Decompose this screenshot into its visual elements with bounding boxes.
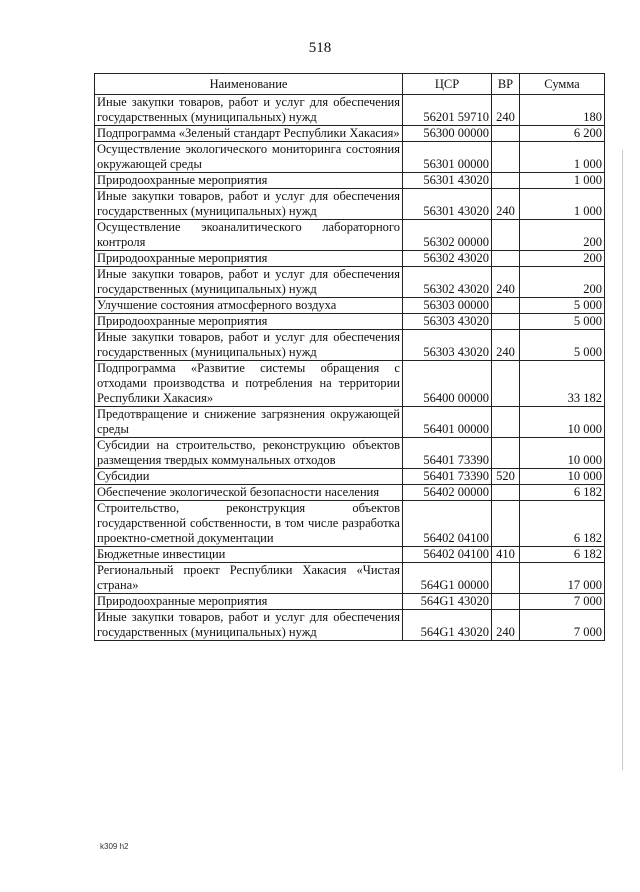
header-csr: ЦСР [403, 74, 492, 95]
cell-csr: 56302 00000 [403, 220, 492, 251]
cell-vr [492, 438, 520, 469]
cell-csr: 56303 00000 [403, 298, 492, 314]
cell-name: Осуществление экологического мониторинга состояния окружающей среды [95, 142, 403, 173]
cell-sum: 200 [520, 251, 605, 267]
table-row [95, 501, 605, 547]
cell-sum: 6 182 [520, 501, 605, 547]
table-row [95, 298, 605, 314]
cell-name: Обеспечение экологической безопасности населения [95, 485, 403, 501]
table-row [95, 469, 605, 485]
cell-sum: 1 000 [520, 189, 605, 220]
cell-vr: 410 [492, 547, 520, 563]
table-row [95, 407, 605, 438]
cell-vr: 240 [492, 330, 520, 361]
header-sum: Сумма [520, 74, 605, 95]
cell-name: Иные закупки товаров, работ и услуг для обеспечения государственных (муниципальных) нужд [95, 267, 403, 298]
table-row [95, 220, 605, 251]
cell-sum: 5 000 [520, 298, 605, 314]
cell-name: Подпрограмма «Развитие системы обращения с отходами производства и потребления на территории Республики Хакасия» [95, 361, 403, 407]
cell-vr [492, 173, 520, 189]
cell-csr: 56401 73390 [403, 469, 492, 485]
cell-sum: 33 182 [520, 361, 605, 407]
table-row [95, 361, 605, 407]
cell-vr: 240 [492, 610, 520, 641]
cell-name: Строительство, реконструкция объектов государственной собственности, в том числе разработка проектно-сметной документации [95, 501, 403, 547]
cell-sum: 5 000 [520, 330, 605, 361]
table-row [95, 610, 605, 641]
cell-name: Иные закупки товаров, работ и услуг для обеспечения государственных (муниципальных) нужд [95, 610, 403, 641]
cell-vr: 240 [492, 95, 520, 126]
table-row [95, 547, 605, 563]
cell-vr: 240 [492, 189, 520, 220]
footer-code: k309 h2 [100, 842, 129, 851]
table-row [95, 563, 605, 594]
table-row [95, 485, 605, 501]
cell-vr [492, 594, 520, 610]
cell-sum: 200 [520, 267, 605, 298]
cell-vr [492, 501, 520, 547]
cell-name: Бюджетные инвестиции [95, 547, 403, 563]
cell-name: Природоохранные мероприятия [95, 251, 403, 267]
cell-csr: 56400 00000 [403, 361, 492, 407]
cell-sum: 6 182 [520, 485, 605, 501]
cell-vr [492, 220, 520, 251]
table-header-row [95, 74, 605, 95]
cell-sum: 6 200 [520, 126, 605, 142]
cell-name: Субсидии [95, 469, 403, 485]
cell-vr [492, 251, 520, 267]
cell-sum: 10 000 [520, 469, 605, 485]
cell-sum: 6 182 [520, 547, 605, 563]
cell-csr: 56402 00000 [403, 485, 492, 501]
table-row [95, 438, 605, 469]
cell-csr: 56303 43020 [403, 314, 492, 330]
cell-csr: 56303 43020 [403, 330, 492, 361]
cell-sum: 7 000 [520, 594, 605, 610]
cell-name: Предотвращение и снижение загрязнения окружающей среды [95, 407, 403, 438]
cell-csr: 56201 59710 [403, 95, 492, 126]
cell-sum: 10 000 [520, 438, 605, 469]
cell-vr [492, 126, 520, 142]
cell-vr [492, 314, 520, 330]
cell-csr: 56402 04100 [403, 547, 492, 563]
cell-vr [492, 485, 520, 501]
cell-name: Осуществление экоаналитического лабораторного контроля [95, 220, 403, 251]
header-name: Наименование [95, 74, 403, 95]
cell-name: Природоохранные мероприятия [95, 594, 403, 610]
cell-name: Субсидии на строительство, реконструкцию объектов размещения твердых коммунальных отходов [95, 438, 403, 469]
table-row [95, 95, 605, 126]
budget-table [94, 73, 605, 641]
cell-vr [492, 298, 520, 314]
cell-sum: 1 000 [520, 142, 605, 173]
table-body [95, 95, 605, 641]
table-row [95, 267, 605, 298]
cell-vr [492, 361, 520, 407]
cell-csr: 56301 43020 [403, 189, 492, 220]
cell-vr: 240 [492, 267, 520, 298]
cell-name: Природоохранные мероприятия [95, 314, 403, 330]
cell-sum: 1 000 [520, 173, 605, 189]
cell-sum: 17 000 [520, 563, 605, 594]
cell-sum: 10 000 [520, 407, 605, 438]
cell-vr: 520 [492, 469, 520, 485]
table-row [95, 126, 605, 142]
table-row [95, 314, 605, 330]
cell-vr [492, 142, 520, 173]
header-vr: ВР [492, 74, 520, 95]
cell-csr: 564G1 00000 [403, 563, 492, 594]
page-number: 518 [308, 40, 332, 56]
cell-csr: 564G1 43020 [403, 610, 492, 641]
table-row [95, 251, 605, 267]
cell-vr [492, 563, 520, 594]
cell-csr: 56401 73390 [403, 438, 492, 469]
cell-vr [492, 407, 520, 438]
cell-csr: 56302 43020 [403, 267, 492, 298]
table-row [95, 594, 605, 610]
cell-name: Улучшение состояния атмосферного воздуха [95, 298, 403, 314]
table-row [95, 330, 605, 361]
cell-csr: 564G1 43020 [403, 594, 492, 610]
cell-csr: 56301 43020 [403, 173, 492, 189]
cell-csr: 56300 00000 [403, 126, 492, 142]
cell-name: Региональный проект Республики Хакасия «Чистая страна» [95, 563, 403, 594]
cell-name: Иные закупки товаров, работ и услуг для обеспечения государственных (муниципальных) нужд [95, 330, 403, 361]
cell-sum: 5 000 [520, 314, 605, 330]
scan-edge-line [622, 150, 623, 770]
cell-name: Иные закупки товаров, работ и услуг для обеспечения государственных (муниципальных) нужд [95, 189, 403, 220]
cell-name: Иные закупки товаров, работ и услуг для обеспечения государственных (муниципальных) нужд [95, 95, 403, 126]
cell-csr: 56301 00000 [403, 142, 492, 173]
cell-csr: 56401 00000 [403, 407, 492, 438]
table-row [95, 142, 605, 173]
cell-sum: 7 000 [520, 610, 605, 641]
cell-sum: 200 [520, 220, 605, 251]
cell-csr: 56402 04100 [403, 501, 492, 547]
cell-name: Природоохранные мероприятия [95, 173, 403, 189]
cell-sum: 180 [520, 95, 605, 126]
cell-csr: 56302 43020 [403, 251, 492, 267]
table-row [95, 173, 605, 189]
table-row [95, 189, 605, 220]
cell-name: Подпрограмма «Зеленый стандарт Республики Хакасия» [95, 126, 403, 142]
